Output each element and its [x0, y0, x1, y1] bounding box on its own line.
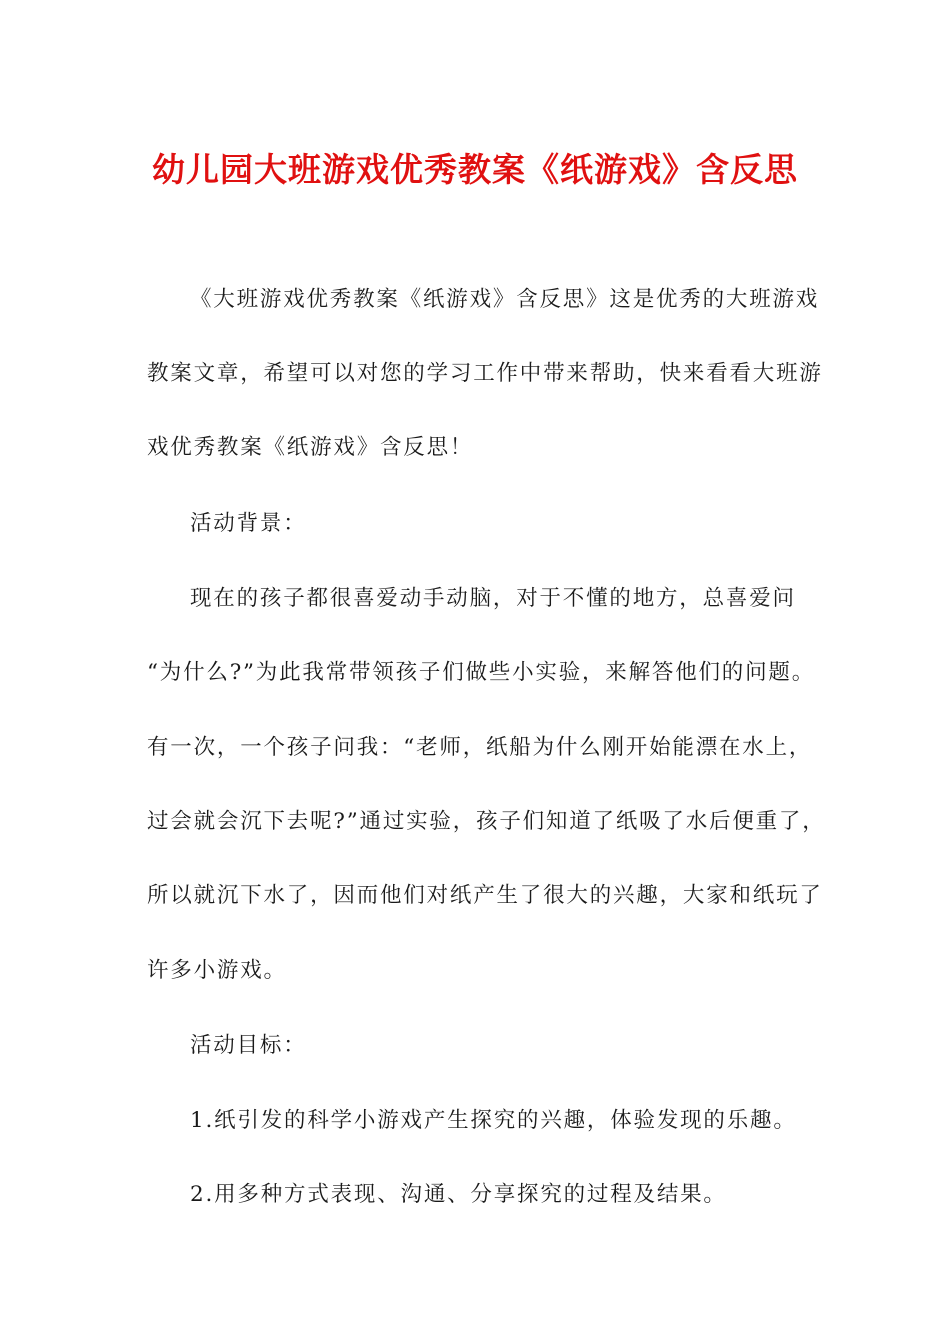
paragraph-intro-line-3: 戏优秀教案《纸游戏》含反思！ — [147, 435, 474, 460]
section-heading-background: 活动背景： — [190, 511, 307, 536]
paragraph-background-line-6: 许多小游戏。 — [147, 958, 287, 983]
paragraph-background-line-2: “为什么?”为此我常带领孩子们做些小实验，来解答他们的问题。 — [147, 660, 816, 685]
goal-item-1: 1.纸引发的科学小游戏产生探究的兴趣，体验发现的乐趣。 — [190, 1108, 797, 1133]
paragraph-intro-line-2: 教案文章，希望可以对您的学习工作中带来帮助，快来看看大班游 — [147, 361, 823, 386]
paragraph-background-line-5: 所以就沉下水了，因而他们对纸产生了很大的兴趣，大家和纸玩了 — [147, 883, 823, 908]
section-heading-goals: 活动目标： — [190, 1033, 307, 1058]
paragraph-background-line-3: 有一次，一个孩子问我：“老师，纸船为什么刚开始能漂在水上， — [147, 735, 813, 760]
goal-item-2: 2.用多种方式表现、沟通、分享探究的过程及结果。 — [190, 1182, 727, 1207]
paragraph-background-line-1: 现在的孩子都很喜爱动手动脑，对于不懂的地方，总喜爱问 — [190, 586, 796, 611]
paragraph-background-line-4: 过会就会沉下去呢?”通过实验，孩子们知道了纸吸了水后便重了， — [147, 809, 826, 834]
document-title: 幼儿园大班游戏优秀教案《纸游戏》含反思 — [152, 150, 798, 189]
paragraph-intro-line-1: 《大班游戏优秀教案《纸游戏》含反思》这是优秀的大班游戏 — [190, 287, 820, 312]
